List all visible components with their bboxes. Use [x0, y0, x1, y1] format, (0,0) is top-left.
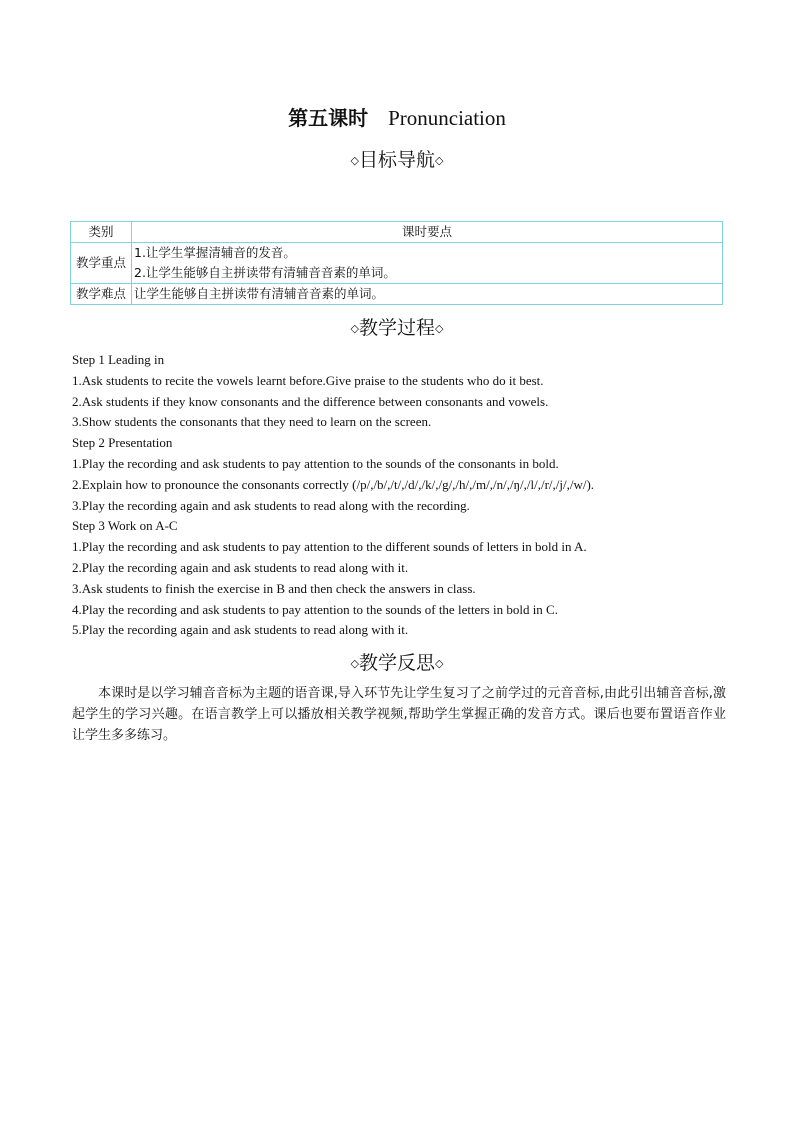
lesson-topic: Pronunciation: [388, 106, 506, 130]
process-line: 2.Play the recording again and ask students to read along with it.: [72, 559, 409, 575]
process-heading-text: 教学过程: [358, 317, 435, 339]
goals-heading: [0, 148, 794, 173]
process-line: 1.Play the recording and ask students to pay attention to the different sounds of letters in bold in A.: [72, 539, 587, 555]
table-row: [71, 284, 723, 305]
header-points: 课时要点: [132, 222, 723, 243]
process-line: 3.Show students the consonants that they need to learn on the screen.: [72, 414, 432, 430]
diamond-icon: ◇: [435, 657, 444, 670]
reflection-paragraph: 本课时是以学习辅音音标为主题的语音课,导入环节先让学生复习了之前学过的元音音标,由此引出辅音音标,激起学生的学习兴趣。在语言教学上可以播放相关教学视频,帮助学生掌握正确的发音方式。课后也要布置语音作业让学生多多练习。: [72, 686, 726, 743]
lesson-number: 第五课时: [288, 106, 369, 130]
diamond-icon: ◇: [350, 657, 359, 670]
process-line: 3.Ask students to finish the exercise in B and then check the answers in class.: [72, 580, 476, 596]
diamond-icon: ◇: [435, 322, 444, 335]
diamond-icon: ◇: [350, 322, 359, 335]
point-item: 2.让学生能够自主拼读带有清辅音音素的单词。: [134, 265, 396, 280]
table-row: [71, 243, 723, 284]
row-points: [132, 284, 723, 305]
goals-heading-text: 目标导航: [358, 149, 435, 171]
reflection-heading: [0, 651, 794, 676]
diamond-icon: ◇: [350, 154, 359, 167]
step-heading: Step 1 Leading in: [72, 352, 165, 367]
process-line: 5.Play the recording again and ask students to read along with it.: [72, 622, 409, 638]
row-points: [132, 243, 723, 284]
process-line: 1.Play the recording and ask students to pay attention to the sounds of the consonants in bold.: [72, 455, 559, 471]
step-heading: Step 2 Presentation: [72, 435, 173, 451]
process-line: 2.Explain how to pronounce the consonants correctly (/p/,/b/,/t/,/d/,/k/,/g/,/h/,/m/,/n/,/ŋ/,/l/,/r/,/j/,/w/).: [72, 476, 595, 492]
row-category: 教学难点: [71, 284, 132, 305]
goals-table: [70, 221, 723, 305]
reflection-heading-text: 教学反思: [358, 652, 435, 674]
table-header-row: [71, 222, 723, 243]
point-item: 让学生能够自主拼读带有清辅音音素的单词。: [134, 286, 385, 301]
process-line: 1.Ask students to recite the vowels learnt before.Give praise to the students who do it best.: [72, 372, 544, 388]
row-category: 教学重点: [71, 243, 132, 284]
step-heading: Step 3 Work on A-C: [72, 518, 178, 534]
process-heading: [0, 316, 794, 341]
diamond-icon: ◇: [435, 154, 444, 167]
header-category: 类别: [71, 222, 132, 243]
teaching-process: [72, 350, 732, 641]
lesson-title: [0, 104, 794, 132]
process-line: 3.Play the recording again and ask students to read along with the recording.: [72, 497, 470, 513]
process-line: 2.Ask students if they know consonants and the difference between consonants and vowels.: [72, 393, 549, 409]
point-item: 1.让学生掌握清辅音的发音。: [134, 245, 296, 260]
process-line: 4.Play the recording and ask students to pay attention to the sounds of the letters in bold in C.: [72, 601, 558, 617]
